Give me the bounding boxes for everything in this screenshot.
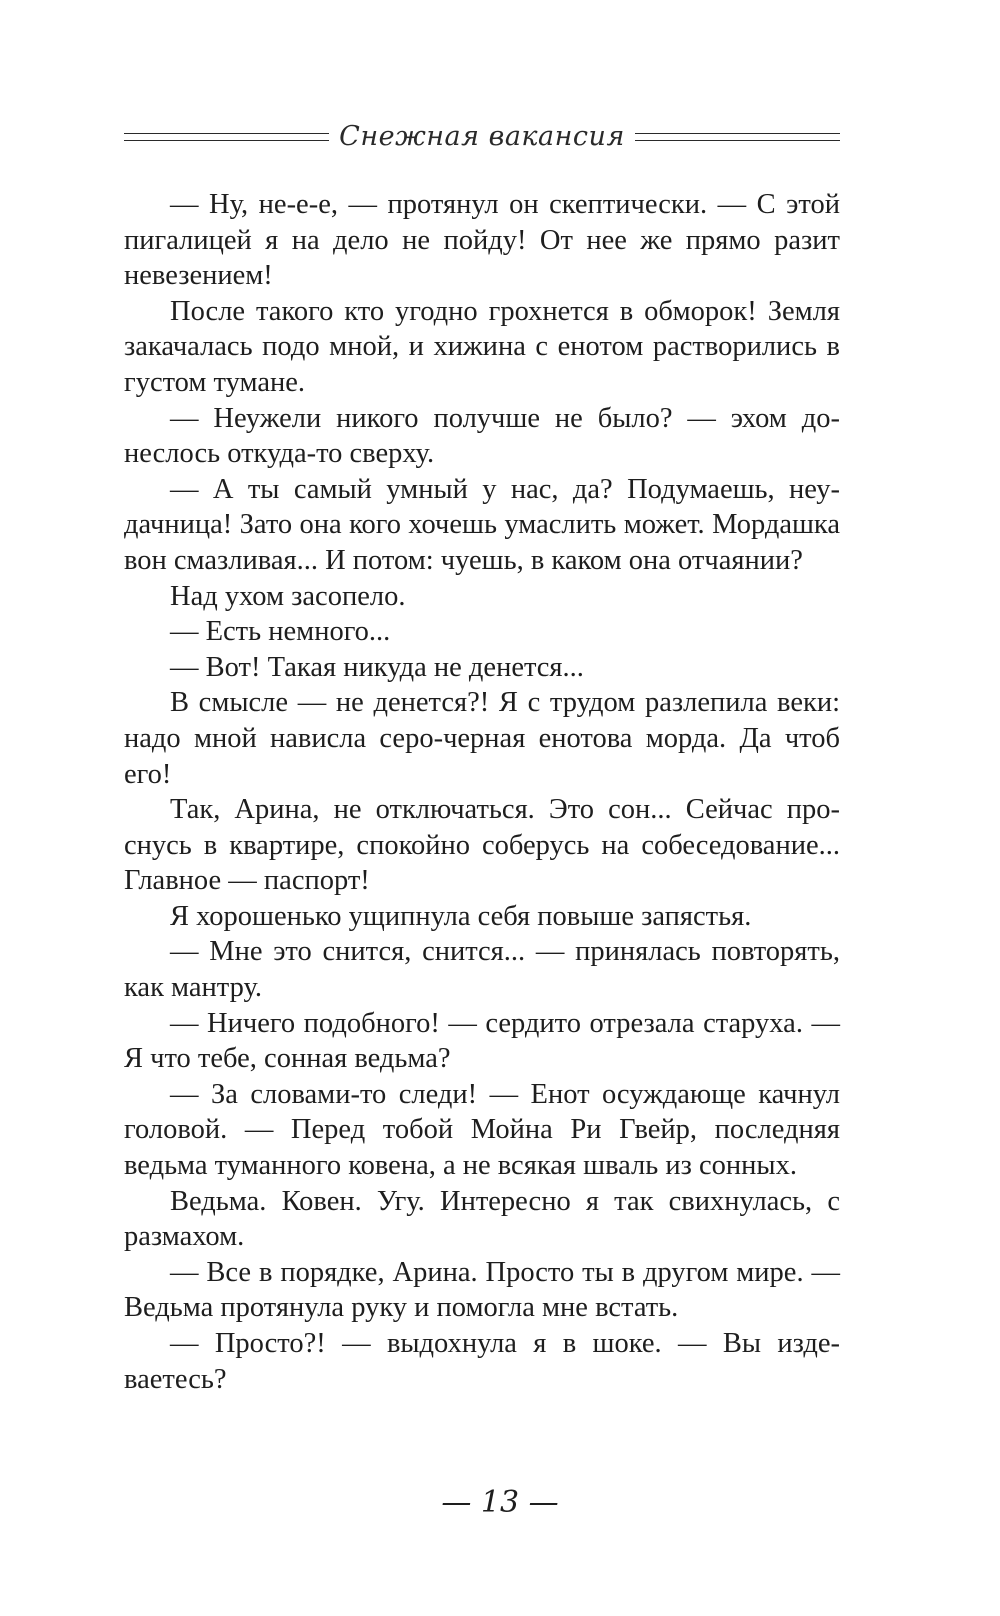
paragraph: Ведьма. Ковен. Угу. Интересно я так свихнулась, с размахом. [124,1185,840,1253]
book-title: Снежная вакансия [339,121,625,152]
running-header [124,122,840,152]
body-text [124,187,840,1397]
paragraph: Я хорошенько ущипнула себя повыше запястья. [170,900,752,932]
paragraph: — А ты самый умный у нас, да? Подумаешь, неудачница! Зато она кого хочешь умаслить может. Мордашка вон смазливая... И потом: чуешь, в каком она отчаянии? [124,473,840,576]
paragraph: — Ну, не-е-е, — протянул он скептически. — С этой пигалицей я на дело не пойду! От нее же прямо разит невезением! [124,189,840,292]
paragraph: — Вот! Такая никуда не денется... [170,651,584,683]
paragraph: — За словами-то следи! — Енот осуждающе качнул головой. — Перед тобой Мойна Ри Гвейр, последняя ведьма туманного ковена, а не всякая шваль из сонных. [124,1078,840,1182]
header-rule-left [124,133,329,141]
paragraph: — Просто?! — выдохнула я в шоке. — Вы издеваетесь? [124,1328,840,1395]
paragraph: В смысле — не денется?! Я с трудом разлепила веки: надо мной нависла серо-черная енотова морда. Да чтоб его! [124,687,840,790]
header-rule-right [635,133,840,141]
paragraph: После такого кто угодно грохнется в обморок! Земля закачалась подо мной, и хижина с енотом растворились в густом тумане. [124,295,840,398]
paragraph: — Есть немного... [170,616,391,648]
paragraph: Так, Арина, не отключаться. Это сон... Сейчас проснусь в квартире, спокойно соберусь на собеседование... Главное — паспорт! [124,794,840,897]
paragraph: Над ухом засопело. [170,580,406,612]
paragraph: — Все в порядке, Арина. Просто ты в другом мире. — Ведьма протянула руку и помогла мне встать. [124,1256,840,1324]
paragraph: — Ничего подобного! — сердито отрезала старуха. — Я что тебе, сонная ведьма? [124,1007,840,1075]
page-number: — 13 — [441,1485,559,1520]
paragraph: — Неужели никого получше не было? — эхом донеслось откуда-то сверху. [124,402,840,470]
paragraph: — Мне это снится, снится... — принялась повторять, как мантру. [124,936,840,1004]
